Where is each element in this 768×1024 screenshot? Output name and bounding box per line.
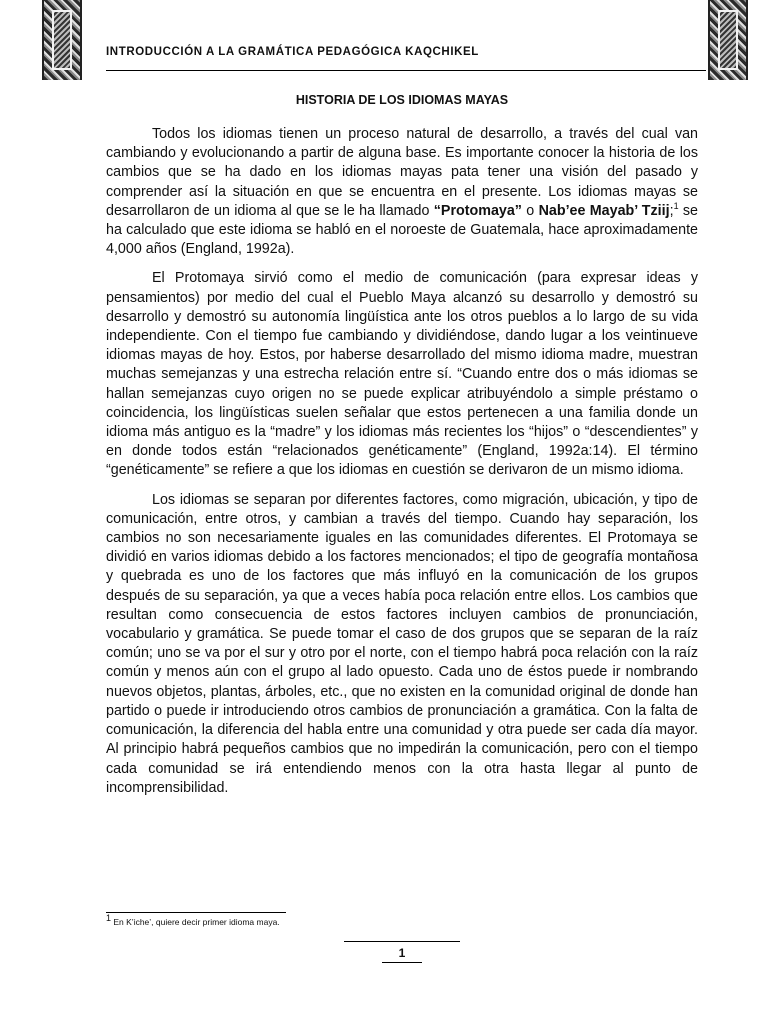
footnote	[106, 913, 280, 927]
page-number-rule	[344, 941, 460, 942]
body-text	[106, 125, 698, 808]
paragraph-1-text-g: se ha calculado que este idioma se habló en el noroeste de Guatemala, hace aproximadamente 4,000 años (England, 1992a).	[106, 202, 698, 258]
footnote-text: En K’iche’, quiere decir primer idioma maya.	[111, 917, 280, 927]
decorative-corner-right	[708, 0, 748, 80]
running-header: INTRODUCCIÓN A LA GRAMÁTICA PEDAGÓGICA KAQCHIKEL	[106, 46, 479, 58]
page-number: 1	[398, 946, 406, 960]
paragraph-3: Los idiomas se separan por diferentes factores, como migración, ubicación, y tipo de comunicación, entre otros, y cambian a través del tiempo. Cuando hay separación, los cambios no son necesariamente iguales en las comunidades diferentes. El Protomaya se dividió en varios idiomas debido a los factores mencionados; el tipo de geografía montañosa y quebrada es uno de los factores que más influyó en la comunicación de los grupos después de su separación, ya que a veces había poca relación entre ellos. Los cambios que resultan como consecuencia de estos factores incluyen cambios de pronunciación, vocabulario y gramática. Se puede tomar el caso de dos grupos que se separan de la raíz común; uno se va por el sur y otro por el norte, con el tiempo habrá poca relación con la raíz común y menos aún con el grupo al lado opuesto. Cada uno de éstos puede ir nombrando nuevos objetos, plantas, árboles, etc., que no existen en la comunidad original de donde han partido o puede ir introduciendo otros cambios de pronunciación a gramática. Con la falta de comunicación, la diferencia del habla entre una comunidad y otra puede ser cada día mayor. Al principio habrá pequeños cambios que no impedirán la comunicación, pero con el tiempo cada comunidad se irá entendiendo menos con la otra hasta llegar al punto de incomprensibilidad.	[106, 491, 698, 796]
footnote-marker: 1	[106, 913, 112, 924]
footnote-reference: 1	[673, 201, 679, 212]
paragraph-1-text-e: ;	[669, 202, 674, 219]
header-divider	[106, 70, 706, 71]
paragraph-2: El Protomaya sirvió como el medio de comunicación (para expresar ideas y pensamientos) por medio del cual el Pueblo Maya alcanzó su desarrollo y demostró su desarrollo y demostró su autonomía lingüística ante los otros pueblos a lo largo de su vida independiente. Con el tiempo fue cambiando y dividiéndose, dando lugar a los veintinueve idiomas mayas de hoy. Estos, por haberse desarrollado del mismo idioma madre, muestran muchas semejanzas y una estrecha relación entre sí. “Cuando entre dos o más idiomas se hallan semejanzas cuyo origen no se puede explicar atribuyéndolo a simple préstamo o coincidencia, los lingüísticas suelen señalar que estos pertenecen a una familia donde un idioma más antiguo es la “madre” y los idiomas más recientes los “hijos” o “descendientes” y en donde todos están “relacionados genéticamente” (England, 1992a:14). El término “genéticamente” se refiere a que los idiomas en cuestión se derivaron de un mismo idioma.	[106, 270, 698, 479]
term-nabee-mayab-tziij: Nab’ee Mayab’ Tziij	[538, 202, 670, 219]
decorative-corner-left	[42, 0, 82, 80]
paragraph-1-text-c: o	[521, 202, 539, 219]
paragraph-1-text-a: Todos los idiomas tienen un proceso natural de desarrollo, a través del cual van cambiando y evolucionando a partir de alguna base. Es importante conocer la historia de los cambios que se ha dado en los idiomas mayas pata tener una visión del pasado y comprender así la situación en que se encuentra en el presente. Los idiomas mayas se desarrollaron de un idioma al que se le ha llamado	[106, 126, 698, 219]
section-title: HISTORIA DE LOS IDIOMAS MAYAS	[295, 93, 509, 107]
page-number-underline	[382, 962, 422, 963]
term-protomaya: “Protomaya”	[433, 202, 522, 219]
footnote-divider	[106, 912, 286, 913]
paragraph-1	[106, 125, 698, 259]
